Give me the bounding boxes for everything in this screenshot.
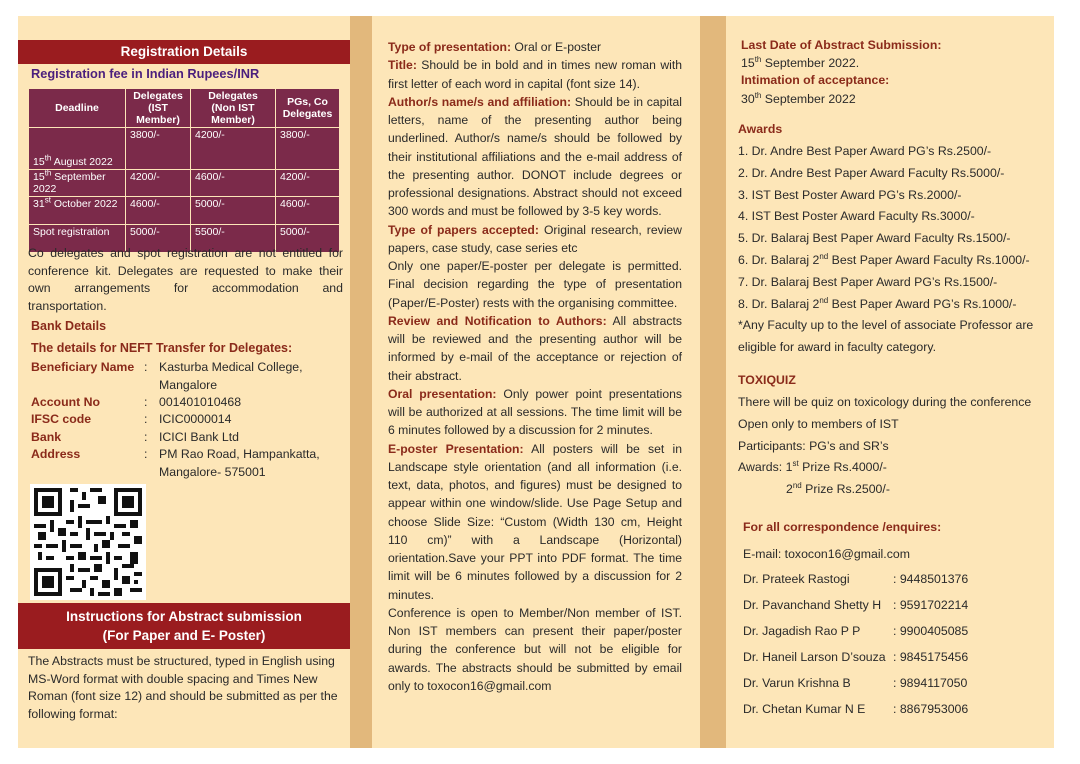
registration-header: Registration Details bbox=[18, 40, 350, 64]
contact-email: E-mail: toxocon16@gmail.com bbox=[743, 547, 910, 561]
intimation-value: 30th September 2022 bbox=[741, 90, 856, 106]
awards-list bbox=[738, 141, 1053, 359]
fee-table bbox=[28, 88, 340, 253]
list-item: 2. Dr. Andre Best Paper Award Faculty Rs.5000/- bbox=[738, 165, 1005, 180]
review-notification: Review and Notification to Authors: All abstracts will be reviewed and the presenting author will be informed by e-mail of the acceptance or rejection of their abstract. bbox=[388, 313, 682, 383]
fee-cell: 5000/- bbox=[276, 225, 340, 253]
contact-phone: : 9894117050 bbox=[893, 676, 968, 690]
contact-name: Dr. Chetan Kumar N E bbox=[743, 702, 866, 716]
type-of-presentation: Type of presentation: Oral or E-poster bbox=[388, 40, 602, 54]
awards-title: Awards bbox=[738, 122, 783, 136]
co-delegates-note: Co delegates and spot registration are not entitled for conference kit. Delegates are requested to make their own arrangements for accommodation and transportation. bbox=[28, 246, 343, 313]
contact-phone: : 8867953006 bbox=[893, 702, 969, 716]
list-item: 4. IST Best Poster Award Faculty Rs.3000/- bbox=[738, 209, 975, 224]
instructions-text: The Abstracts must be structured, typed in English using MS-Word format with double spacing and Times New Roman (font size 12) and should be submitted as per the following format: bbox=[28, 654, 338, 721]
toxiquiz-details bbox=[738, 392, 1053, 501]
oral-presentation: Oral presentation: Only power point presentations will be authorized at all sessions. The time limit will be 6 minutes followed by a discussion for 2 minutes. bbox=[388, 386, 682, 438]
toxiquiz-line: Participants: PG’s and SR’s bbox=[738, 438, 889, 453]
bank-key: Bank bbox=[31, 430, 62, 444]
fee-cell: 5000/- bbox=[191, 197, 276, 225]
contact-phone: : 9900405085 bbox=[893, 624, 969, 638]
fee-title: Registration fee in Indian Rupees/INR bbox=[31, 66, 260, 81]
contact-phone: : 9448501376 bbox=[893, 572, 969, 586]
bank-key: Beneficiary Name bbox=[31, 360, 135, 374]
fee-cell: 3800/- bbox=[276, 128, 340, 170]
column-header: Delegates (IST Member) bbox=[126, 89, 191, 128]
instructions-subtitle: (For Paper and E- Poster) bbox=[102, 628, 266, 643]
one-paper-rule: Only one paper/E-poster per delegate is permitted. Final decision regarding the type of presentation (Paper/E-Poster) rests with the organising committee. bbox=[388, 259, 682, 310]
toxiquiz-prize-1: Awards: 1st Prize Rs.4000/- bbox=[738, 459, 887, 475]
toxiquiz-prize-2: 2nd Prize Rs.2500/- bbox=[786, 481, 890, 497]
table-row bbox=[29, 197, 340, 225]
last-date-value: 15th September 2022. bbox=[741, 54, 860, 70]
last-date-label: Last Date of Abstract Submission: bbox=[741, 38, 942, 52]
list-item: 8. Dr. Balaraj 2nd Best Paper Award PG’s Rs.1000/- bbox=[738, 295, 1017, 311]
eposter-presentation: E-poster Presentation: All posters will be set in Landscape style orientation (and all information (i.e. text, data, photos, and figures) must be designed to appear within one window/slide. Use Page Setup and choose Slide Size: “Custom (Width 130 cm, Height 110 cm)” with a Landscape (Horizontal) orientation.Save your PPT into PDF format. The time limit will be 6 minutes followed by a discussion for 2 minutes. bbox=[388, 441, 682, 602]
column-header: Delegates (Non IST Member) bbox=[191, 89, 276, 128]
fee-cell: 4200/- bbox=[191, 128, 276, 170]
toxiquiz-title: TOXIQUIZ bbox=[738, 373, 796, 387]
bank-key: Account No bbox=[31, 395, 100, 409]
bank-value: PM Rao Road, Hampankatta, Mangalore- 575001 bbox=[159, 447, 320, 479]
deadline-cell: 15th August 2022 bbox=[29, 128, 126, 170]
deadline-cell: 15th September 2022 bbox=[29, 170, 126, 197]
bank-value: 001401010468 bbox=[159, 395, 242, 409]
contact-name: Dr. Haneil Larson D’souza bbox=[743, 650, 886, 664]
fee-cell: 3800/- bbox=[126, 128, 191, 170]
list-item: 1. Dr. Andre Best Paper Award PG’s Rs.2500/- bbox=[738, 144, 992, 158]
bank-key: Address bbox=[31, 447, 81, 461]
contact-name: Dr. Pavanchand Shetty H bbox=[743, 598, 882, 612]
bank-colon: : bbox=[144, 430, 148, 444]
bank-colon: : bbox=[144, 412, 148, 426]
bank-key: IFSC code bbox=[31, 412, 92, 426]
toxiquiz-line: Open only to members of IST bbox=[738, 416, 899, 431]
column-header: Deadline bbox=[29, 89, 126, 128]
fee-cell: 5000/- bbox=[126, 225, 191, 253]
correspondence-title: For all correspondence /enquires: bbox=[743, 520, 942, 534]
list-item: 5. Dr. Balaraj Best Paper Award Faculty Rs.1500/- bbox=[738, 231, 1011, 246]
qr-code-icon bbox=[30, 484, 146, 600]
contact-name: Dr. Jagadish Rao P P bbox=[743, 624, 861, 638]
fee-cell: 5500/- bbox=[191, 225, 276, 253]
author-guideline: Author/s name/s and affiliation: Should be in capital letters, name of the presenting author being underlined. Author/s name/s should be followed by their institutional affiliations and the e-mail address of the presenting author. DONOT include degrees or professional designations. Abstract should not exceed 300 words and must be followed by 3-5 key words. bbox=[388, 94, 682, 219]
bank-value: ICIC0000014 bbox=[159, 412, 232, 426]
bank-colon: : bbox=[144, 447, 148, 461]
contact-name: Dr. Varun Krishna B bbox=[743, 676, 851, 690]
abstract-guidelines bbox=[388, 38, 682, 695]
fee-table-header bbox=[29, 89, 340, 128]
bank-colon: : bbox=[144, 395, 148, 409]
awards-note: *Any Faculty up to the level of associate Professor are eligible for award in faculty category. bbox=[738, 318, 1034, 355]
fold-gutter bbox=[350, 16, 372, 748]
contact-name: Dr. Prateek Rastogi bbox=[743, 572, 850, 586]
instructions-header bbox=[18, 603, 350, 649]
bank-value: Kasturba Medical College, Mangalore bbox=[159, 360, 303, 392]
fee-cell: 4200/- bbox=[276, 170, 340, 197]
title-guideline: Title: Should be in bold and in times new roman with first letter of each word in capital (font size 14). bbox=[388, 58, 682, 91]
neft-title: The details for NEFT Transfer for Delegates: bbox=[31, 341, 293, 355]
payment-qr-code bbox=[30, 484, 146, 600]
bank-value: ICICI Bank Ltd bbox=[159, 430, 239, 444]
fee-cell: 4200/- bbox=[126, 170, 191, 197]
contact-phone: : 9591702214 bbox=[893, 598, 969, 612]
intimation-label: Intimation of acceptance: bbox=[741, 73, 890, 87]
bank-colon: : bbox=[144, 360, 148, 374]
conference-eligibility: Conference is open to Member/Non member of IST. Non IST members can present their paper/poster during the conference but will not be eligible for awards. The abstracts should be submitted by email only to toxocon16@gmail.com bbox=[388, 605, 682, 693]
fee-cell: 4600/- bbox=[276, 197, 340, 225]
list-item: 6. Dr. Balaraj 2nd Best Paper Award Faculty Rs.1000/- bbox=[738, 251, 1030, 267]
toxiquiz-line: There will be quiz on toxicology during the conference bbox=[738, 395, 1032, 409]
deadline-cell: 31st October 2022 bbox=[29, 197, 126, 225]
fee-cell: 4600/- bbox=[191, 170, 276, 197]
table-row bbox=[29, 170, 340, 197]
fold-gutter bbox=[700, 16, 726, 748]
list-item: 7. Dr. Balaraj Best Paper Award PG’s Rs.1500/- bbox=[738, 274, 998, 289]
papers-accepted: Type of papers accepted: Original research, review papers, case study, case series etc bbox=[388, 222, 682, 255]
deadline-cell: Spot registration bbox=[29, 225, 126, 253]
column-header: PGs, Co Delegates bbox=[276, 89, 340, 128]
bank-details-title: Bank Details bbox=[31, 319, 107, 333]
contact-phone: : 9845175456 bbox=[893, 650, 969, 664]
list-item: 3. IST Best Poster Award PG’s Rs.2000/- bbox=[738, 187, 962, 202]
fee-cell: 4600/- bbox=[126, 197, 191, 225]
instructions-title: Instructions for Abstract submission bbox=[66, 609, 302, 624]
table-row bbox=[29, 128, 340, 170]
